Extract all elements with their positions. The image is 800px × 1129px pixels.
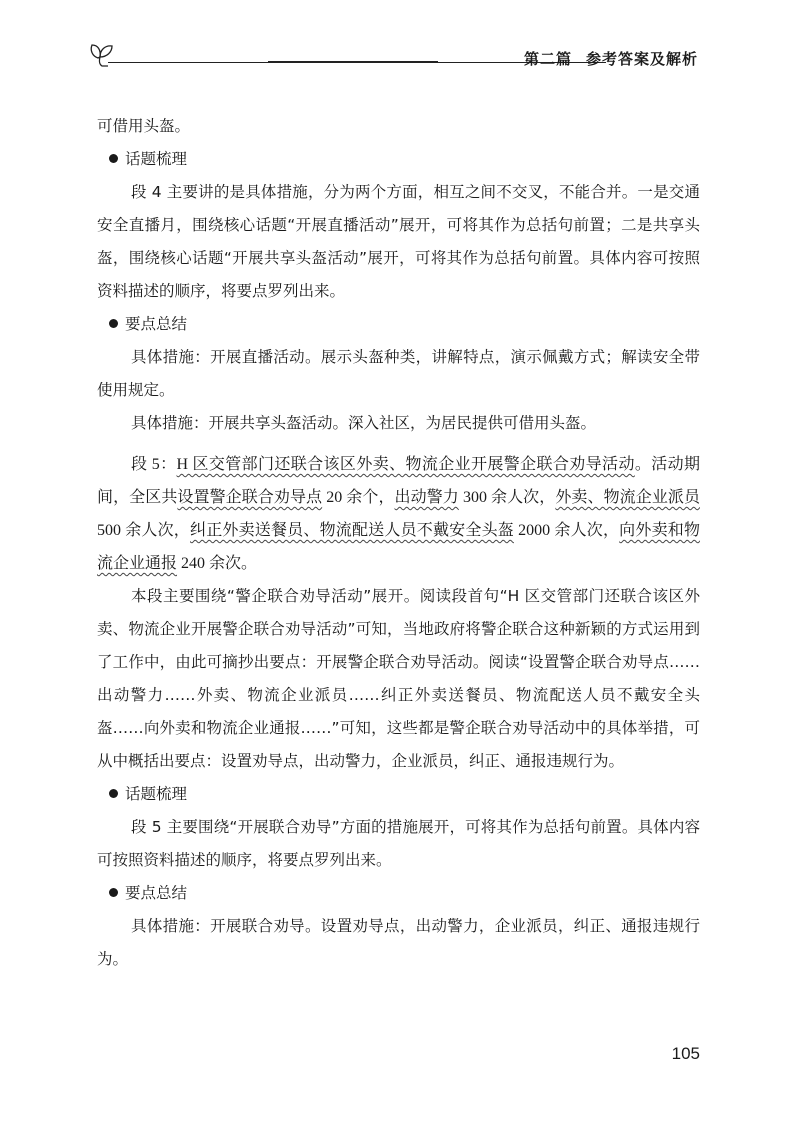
bullet-dot-icon: [109, 154, 118, 163]
bullet-dot-icon: [109, 789, 118, 798]
section-heading-label: 要点总结: [125, 884, 188, 902]
page-header: [88, 38, 698, 74]
bullet-dot-icon: [109, 888, 118, 897]
page-content: [97, 110, 700, 976]
header-title: [524, 48, 698, 69]
section-heading-label: 要点总结: [125, 315, 188, 333]
bullet-dot-icon: [109, 319, 118, 328]
underlined-text: 纠正外卖送餐员、物流配送人员不戴安全头盔: [190, 522, 514, 539]
source-text: 段 5：: [131, 456, 177, 473]
header-section-title: 参考答案及解析: [585, 50, 698, 68]
underlined-text: 向外卖和物流企业通报: [97, 522, 700, 572]
section-heading-label: 话题梳理: [125, 150, 188, 168]
underlined-text: 外卖、物流企业派员: [555, 489, 700, 506]
page-number: 105: [671, 1044, 700, 1063]
paragraph: 具体措施：开展联合劝导。设置劝导点，出动警力，企业派员，纠正、通报违规行为。: [97, 917, 700, 968]
section-heading: [109, 877, 700, 910]
section-heading: [109, 308, 700, 341]
underlined-text: H 区交管部门还联合该区外卖、物流企业开展警企联合劝导活动: [176, 456, 635, 473]
sprout-leaf-icon: [88, 40, 124, 72]
underlined-text: 设置警企联合劝导点: [177, 489, 323, 506]
paragraph: 具体措施：开展直播活动。展示头盔种类，讲解特点，演示佩戴方式；解读安全带使用规定。: [97, 348, 700, 399]
section-heading: [109, 778, 700, 811]
paragraph: 本段主要围绕“警企联合劝导活动”展开。阅读段首句“H 区交管部门还联合该区外卖、物流企业开展警企联合劝导活动”可知，当地政府将警企联合这种新颖的方式运用到了工作中，由此可摘抄出要点：开展警企联合劝导活动。阅读“设置警企联合劝导点……出动警力……外卖、物流企业派员……纠正外卖送餐员、物流配送人员不戴安全头盔……向外卖和物流企业通报……”可知，这些都是警企联合劝导活动中的具体举措，可从中概括出要点：设置劝导点，出动警力，企业派员，纠正、通报违规行为。: [97, 587, 700, 770]
paragraph-continuation: 可借用头盔。: [97, 117, 191, 135]
source-text: 500 余人次，: [97, 522, 190, 539]
section-heading-label: 话题梳理: [125, 785, 188, 803]
paragraph: 段 5 主要围绕“开展联合劝导”方面的措施展开，可将其作为总括句前置。具体内容可按照资料描述的顺序，将要点罗列出来。: [97, 818, 700, 869]
section-heading: [109, 143, 700, 176]
source-text: 20 余个，: [322, 489, 395, 506]
source-text: 300 余人次，: [458, 489, 556, 506]
source-paragraph: [97, 448, 700, 580]
source-text: 。活动期间，全区共: [97, 456, 700, 506]
header-rule-accent: [268, 61, 438, 63]
source-text: 240 余次。: [177, 555, 258, 572]
paragraph: 具体措施：开展共享头盔活动。深入社区，为居民提供可借用头盔。: [131, 414, 597, 432]
header-part: 第二篇: [523, 50, 572, 68]
paragraph: 段 4 主要讲的是具体措施，分为两个方面，相互之间不交叉，不能合并。一是交通安全直播月，围绕核心话题“开展直播活动”展开，可将其作为总括句前置；二是共享头盔，围绕核心话题“开展共享头盔活动”展开，可将其作为总括句前置。具体内容可按照资料描述的顺序，将要点罗列出来。: [97, 183, 700, 300]
source-text: 2000 余人次，: [513, 522, 620, 539]
spacer: [97, 440, 700, 448]
underlined-text: 出动警力: [394, 489, 459, 506]
